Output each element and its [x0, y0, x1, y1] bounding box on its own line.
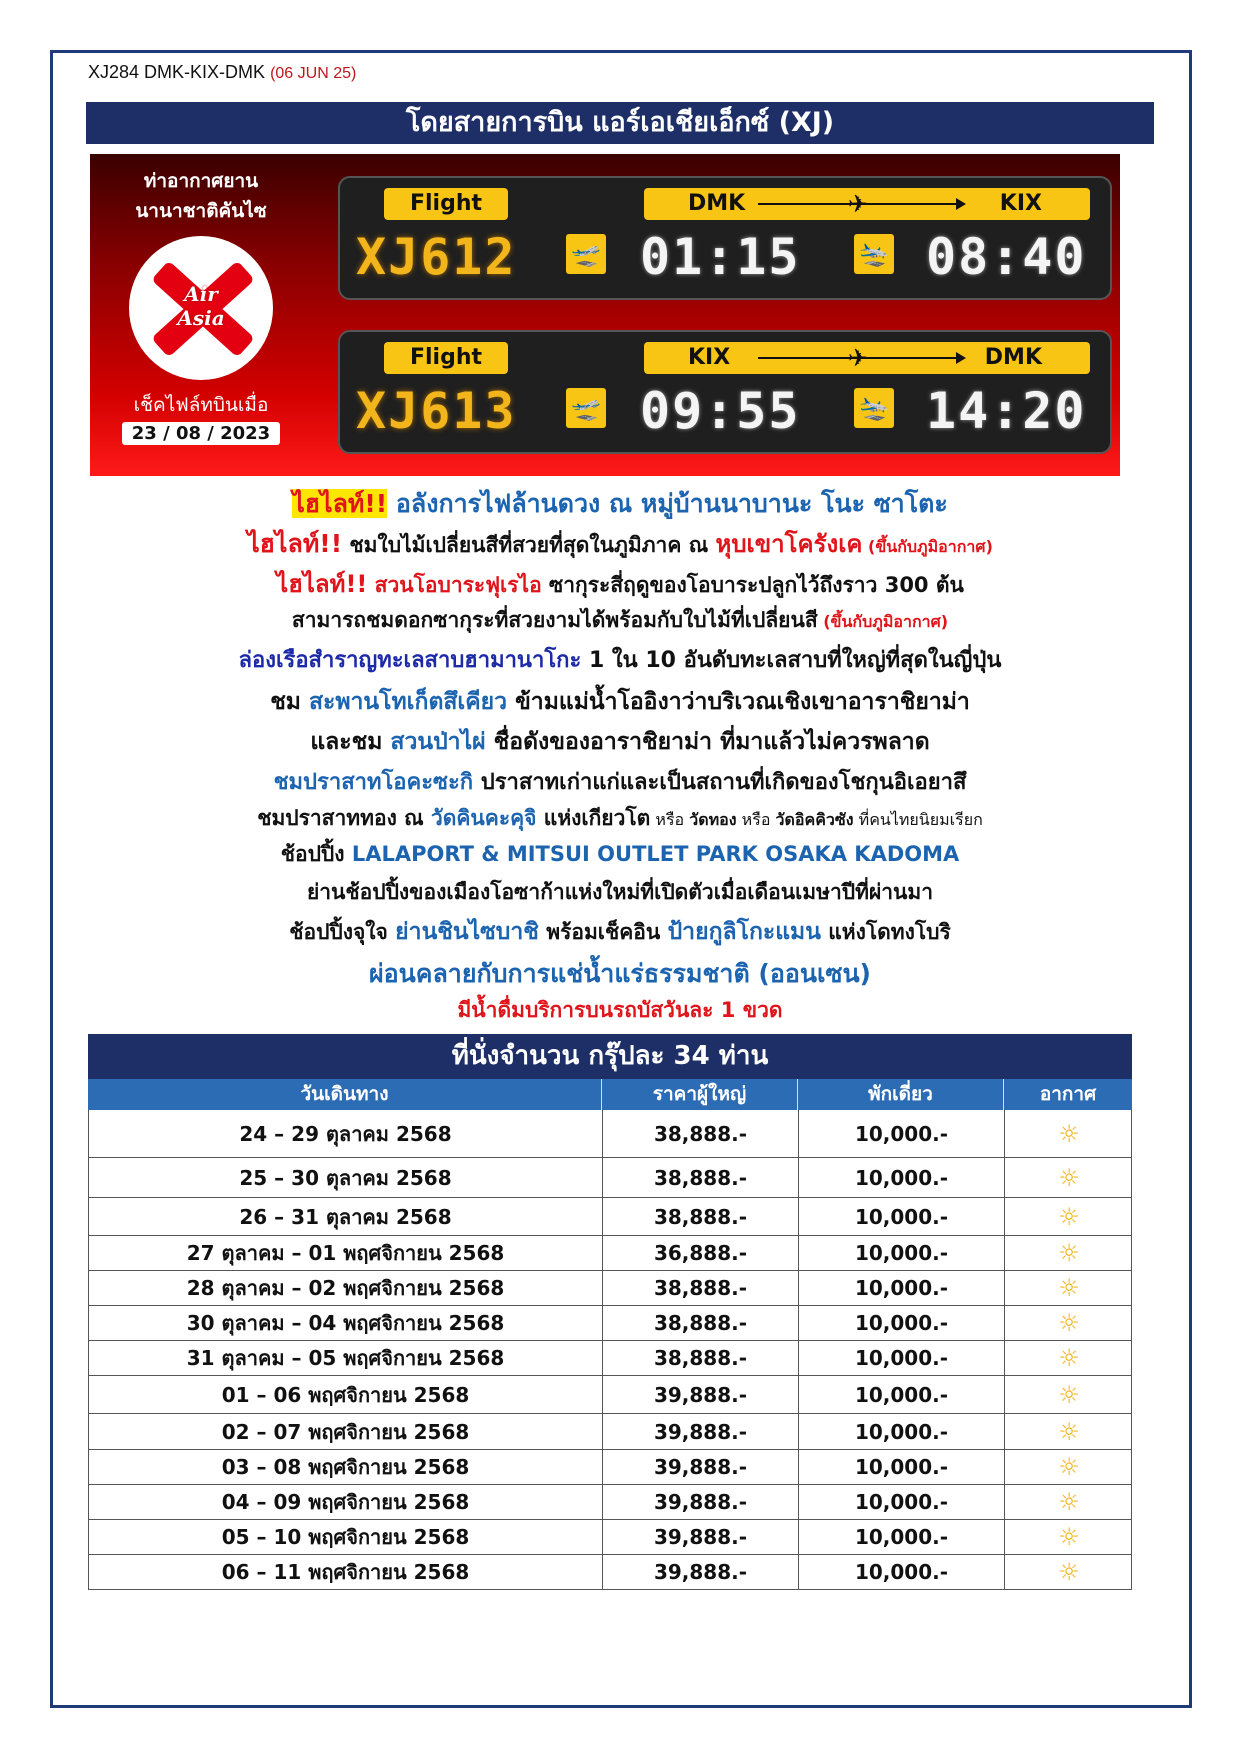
cell-single: 10,000.- — [799, 1485, 1005, 1519]
cell-weather — [1005, 1158, 1133, 1197]
flight-tag: Flight — [384, 342, 508, 374]
cell-single: 10,000.- — [799, 1555, 1005, 1589]
cell-weather — [1005, 1376, 1133, 1413]
highlight-line-14 — [60, 994, 1180, 1027]
highlight-text: พร้อมเช็คอิน — [538, 920, 668, 944]
highlight-line-3 — [60, 564, 1180, 603]
sun-icon: ☼ — [1058, 1309, 1080, 1337]
sun-icon: ☼ — [1058, 1558, 1080, 1586]
tour-code-text: XJ284 DMK-KIX-DMK — [88, 62, 266, 82]
cell-dates: 24 – 29 ตุลาคม 2568 — [89, 1110, 603, 1157]
flight-number: XJ612 — [356, 228, 517, 286]
highlight-place: ล่องเรือสำราญทะเลสาบฮามานาโกะ — [238, 648, 582, 673]
table-row — [89, 1158, 1131, 1198]
route-from: DMK — [688, 191, 746, 216]
cell-weather — [1005, 1450, 1133, 1484]
tour-code-date: (06 JUN 25) — [270, 65, 357, 82]
sun-icon: ☼ — [1058, 1488, 1080, 1516]
sun-icon: ☼ — [1058, 1523, 1080, 1551]
cell-weather — [1005, 1110, 1133, 1157]
cell-dates: 03 – 08 พฤศจิกายน 2568 — [89, 1450, 603, 1484]
table-row — [89, 1198, 1131, 1236]
highlight-text: ชม — [270, 689, 309, 715]
header-single: พักเดี่ยว — [798, 1079, 1004, 1110]
table-title: ที่นั่งจำนวน กรุ๊ปละ 34 ท่าน — [88, 1034, 1132, 1079]
flight-route — [644, 342, 1090, 374]
highlight-text: ปราสาทเก่าแก่และเป็นสถานที่เกิดของโชกุนอิเอยาสึ — [473, 770, 967, 795]
checked-label: เช็คไฟล์ทบินเมื่อ — [133, 394, 269, 416]
table-row — [89, 1341, 1131, 1376]
highlight-text: 1 — [720, 998, 736, 1022]
takeoff-icon: 🛫 — [566, 234, 606, 274]
takeoff-icon: 🛫 — [566, 388, 606, 428]
flight-route — [644, 188, 1090, 220]
highlight-mark: ไฮไลท์!! — [247, 529, 343, 558]
highlight-text: ข้ามแม่น้ำโออิงาว่าบริเวณเชิงเขาอาราชิยาม่า — [507, 689, 970, 715]
cell-single: 10,000.- — [799, 1198, 1005, 1235]
airport-line-1: ท่าอากาศยาน — [143, 170, 259, 192]
airasia-x-logo — [129, 236, 273, 380]
highlight-line-10 — [60, 838, 1180, 871]
cell-weather — [1005, 1341, 1133, 1375]
cell-single: 10,000.- — [799, 1306, 1005, 1340]
table-row — [89, 1376, 1131, 1414]
highlight-text: สามารถชมดอกซากุระที่สวยงามได้พร้อมกับใบไม้ที่เปลี่ยนสี — [291, 608, 818, 632]
highlight-place: ชมปราสาทโอคะซะกิ — [273, 770, 474, 795]
highlight-line-4 — [60, 604, 1180, 637]
cell-weather — [1005, 1198, 1133, 1235]
cell-price: 38,888.- — [603, 1341, 799, 1375]
highlight-place: ป้ายกูลิโกะแมน — [667, 919, 821, 945]
cell-weather — [1005, 1555, 1133, 1589]
sun-icon: ☼ — [1058, 1239, 1080, 1267]
header-weather: อากาศ — [1039, 1083, 1097, 1105]
airplane-icon: ✈ — [848, 344, 869, 372]
highlight-place: สะพานโทเก็ตสึเคียว — [308, 689, 508, 715]
cell-price: 38,888.- — [603, 1306, 799, 1340]
highlight-line-8 — [60, 764, 1180, 799]
arrive-time: 14:20 — [926, 382, 1087, 440]
header-dates: วันเดินทาง — [88, 1079, 602, 1110]
sun-icon: ☼ — [1058, 1344, 1080, 1372]
table-row — [89, 1450, 1131, 1485]
cell-single: 10,000.- — [799, 1376, 1005, 1413]
logo-text-air: Air — [184, 282, 218, 306]
cell-price: 39,888.- — [603, 1376, 799, 1413]
route-to: KIX — [999, 191, 1042, 216]
highlight-text: 1 ใน 10 อันดับทะเลสาบที่ใหญ่ที่สุดในญี่ปุ่น — [581, 648, 1002, 673]
highlight-text: ที่คนไทยนิยมเรียก — [853, 810, 983, 829]
sun-icon: ☼ — [1058, 1202, 1080, 1231]
cell-dates: 04 – 09 พฤศจิกายน 2568 — [89, 1485, 603, 1519]
tour-code — [88, 62, 356, 83]
highlight-text: หรือ — [650, 810, 690, 829]
highlight-text: อลังการไฟล้านดวง ณ หมู่บ้านนาบานะ โนะ ซาโตะ — [387, 489, 948, 518]
highlight-text: ขวด — [735, 998, 783, 1022]
sun-icon: ☼ — [1058, 1274, 1080, 1302]
arrive-time: 08:40 — [926, 228, 1087, 286]
cell-price: 39,888.- — [603, 1555, 799, 1589]
sun-icon: ☼ — [1058, 1163, 1080, 1192]
logo-text-asia: Asia — [177, 306, 225, 330]
table-row — [89, 1520, 1131, 1555]
table-row — [89, 1110, 1131, 1158]
highlight-text: ชื่อดังของอาราชิยาม่า ที่มาแล้วไม่ควรพลาด — [485, 729, 930, 755]
cell-single: 10,000.- — [799, 1236, 1005, 1270]
highlight-text: หรือ — [736, 810, 776, 829]
table-row — [89, 1236, 1131, 1271]
highlight-line-11 — [60, 876, 1180, 909]
cell-dates: 27 ตุลาคม – 01 พฤศจิกายน 2568 — [89, 1236, 603, 1270]
airport-name — [90, 166, 312, 226]
cell-weather — [1005, 1306, 1133, 1340]
cell-weather — [1005, 1271, 1133, 1305]
checked-date: 23 / 08 / 2023 — [122, 422, 280, 445]
highlight-text: ซากุระสี่ฤดูของโอบาระปลูกไว้ถึงราว 300 ต้น — [541, 573, 964, 597]
flight-number: XJ613 — [356, 382, 517, 440]
highlight-mark: ไฮไลท์!! — [292, 489, 388, 518]
highlight-place: หุบเขาโครังเค — [715, 530, 863, 558]
highlight-text: มีน้ำดื่มบริการบนรถบัสวันละ — [457, 998, 721, 1022]
route-from: KIX — [688, 345, 731, 370]
highlight-text: ช้อปปิ้งจุใจ — [289, 920, 396, 944]
highlight-place: วัดคินคะคุจิ — [430, 806, 537, 830]
highlight-text: ช้อปปิ้ง — [280, 842, 352, 866]
highlight-line-5 — [60, 642, 1180, 677]
table-row — [89, 1485, 1131, 1520]
flight-board-outbound — [338, 176, 1112, 300]
cell-single: 10,000.- — [799, 1414, 1005, 1449]
highlight-text: วัดอิคคิวซัง — [775, 810, 854, 829]
highlight-line-9 — [60, 802, 1180, 835]
flight-board-return — [338, 330, 1112, 454]
cell-weather — [1005, 1520, 1133, 1554]
highlight-mark: ไฮไลท์!! — [276, 570, 368, 598]
highlight-text: ชมใบไม้เปลี่ยนสีที่สวยที่สุดในภูมิภาค ณ — [342, 533, 716, 557]
highlight-note: (ขึ้นกับภูมิอากาศ) — [817, 612, 949, 631]
airplane-icon: ✈ — [848, 190, 869, 218]
highlight-text: ย่านช้อปปิ้งของเมืองโอซาก้าแห่งใหม่ที่เปิดตัวเมื่อเดือนเมษาปีที่ผ่านมา — [306, 880, 934, 904]
airport-line-2: นานาชาติคันไซ — [135, 200, 267, 222]
highlight-place: ย่านชินไซบาชิ — [395, 919, 539, 945]
cell-weather — [1005, 1236, 1133, 1270]
cell-dates: 28 ตุลาคม – 02 พฤศจิกายน 2568 — [89, 1271, 603, 1305]
highlight-text: วัดทอง — [689, 810, 737, 829]
cell-price: 39,888.- — [603, 1450, 799, 1484]
highlight-text: แห่งเกียวโต — [536, 806, 651, 830]
airline-title: โดยสายการบิน แอร์เอเชียเอ็กซ์ (XJ) — [86, 102, 1154, 144]
highlight-text: และชม — [310, 729, 391, 755]
cell-price: 39,888.- — [603, 1520, 799, 1554]
cell-single: 10,000.- — [799, 1520, 1005, 1554]
cell-dates: 02 – 07 พฤศจิกายน 2568 — [89, 1414, 603, 1449]
highlight-line-6 — [60, 684, 1180, 720]
landing-icon: 🛬 — [854, 388, 894, 428]
flight-tag: Flight — [384, 188, 508, 220]
highlight-line-13: ผ่อนคลายกับการแช่น้ำแร่ธรรมชาติ (ออนเซน) — [369, 959, 871, 988]
cell-weather — [1005, 1485, 1133, 1519]
cell-weather — [1005, 1414, 1133, 1449]
depart-time: 01:15 — [640, 228, 801, 286]
cell-price: 39,888.- — [603, 1485, 799, 1519]
table-row — [89, 1271, 1131, 1306]
depart-time: 09:55 — [640, 382, 801, 440]
cell-dates: 30 ตุลาคม – 04 พฤศจิกายน 2568 — [89, 1306, 603, 1340]
sun-icon: ☼ — [1058, 1119, 1080, 1148]
highlight-line-12 — [60, 914, 1180, 950]
highlight-place: สวนป่าไผ่ — [390, 729, 486, 755]
cell-single: 10,000.- — [799, 1110, 1005, 1157]
highlight-line-2 — [60, 524, 1180, 564]
cell-single: 10,000.- — [799, 1341, 1005, 1375]
route-to: DMK — [984, 345, 1042, 370]
cell-price: 38,888.- — [603, 1158, 799, 1197]
table-header — [88, 1079, 1132, 1110]
highlight-place: LALAPORT & MITSUI OUTLET PARK OSAKA KADOMA — [351, 842, 960, 866]
highlight-line-1 — [60, 484, 1180, 524]
sun-icon: ☼ — [1058, 1417, 1080, 1446]
cell-single: 10,000.- — [799, 1271, 1005, 1305]
highlight-line-7 — [60, 724, 1180, 760]
cell-price: 38,888.- — [603, 1271, 799, 1305]
cell-dates: 31 ตุลาคม – 05 พฤศจิกายน 2568 — [89, 1341, 603, 1375]
table-row — [89, 1414, 1131, 1450]
highlight-text: ชมปราสาททอง ณ — [257, 806, 431, 830]
highlight-note: (ขึ้นกับภูมิอากาศ) — [862, 537, 993, 556]
cell-dates: 25 – 30 ตุลาคม 2568 — [89, 1158, 603, 1197]
flight-banner — [90, 154, 1120, 476]
header-price: ราคาผู้ใหญ่ — [602, 1079, 798, 1110]
cell-price: 36,888.- — [603, 1236, 799, 1270]
highlight-place: สวนโอบาระฟุเรไอ — [367, 573, 542, 597]
cell-price: 38,888.- — [603, 1198, 799, 1235]
cell-price: 38,888.- — [603, 1110, 799, 1157]
landing-icon: 🛬 — [854, 234, 894, 274]
cell-single: 10,000.- — [799, 1158, 1005, 1197]
cell-dates: 05 – 10 พฤศจิกายน 2568 — [89, 1520, 603, 1554]
highlight-text: แห่งโดทงโบริ — [820, 920, 951, 944]
table-row — [89, 1306, 1131, 1341]
cell-dates: 26 – 31 ตุลาคม 2568 — [89, 1198, 603, 1235]
cell-dates: 01 – 06 พฤศจิกายน 2568 — [89, 1376, 603, 1413]
banner-side — [90, 154, 312, 476]
cell-dates: 06 – 11 พฤศจิกายน 2568 — [89, 1555, 603, 1589]
sun-icon: ☼ — [1058, 1453, 1080, 1481]
cell-price: 39,888.- — [603, 1414, 799, 1449]
sun-icon: ☼ — [1058, 1380, 1080, 1409]
table-row — [89, 1555, 1131, 1590]
price-table — [88, 1110, 1132, 1590]
cell-single: 10,000.- — [799, 1450, 1005, 1484]
